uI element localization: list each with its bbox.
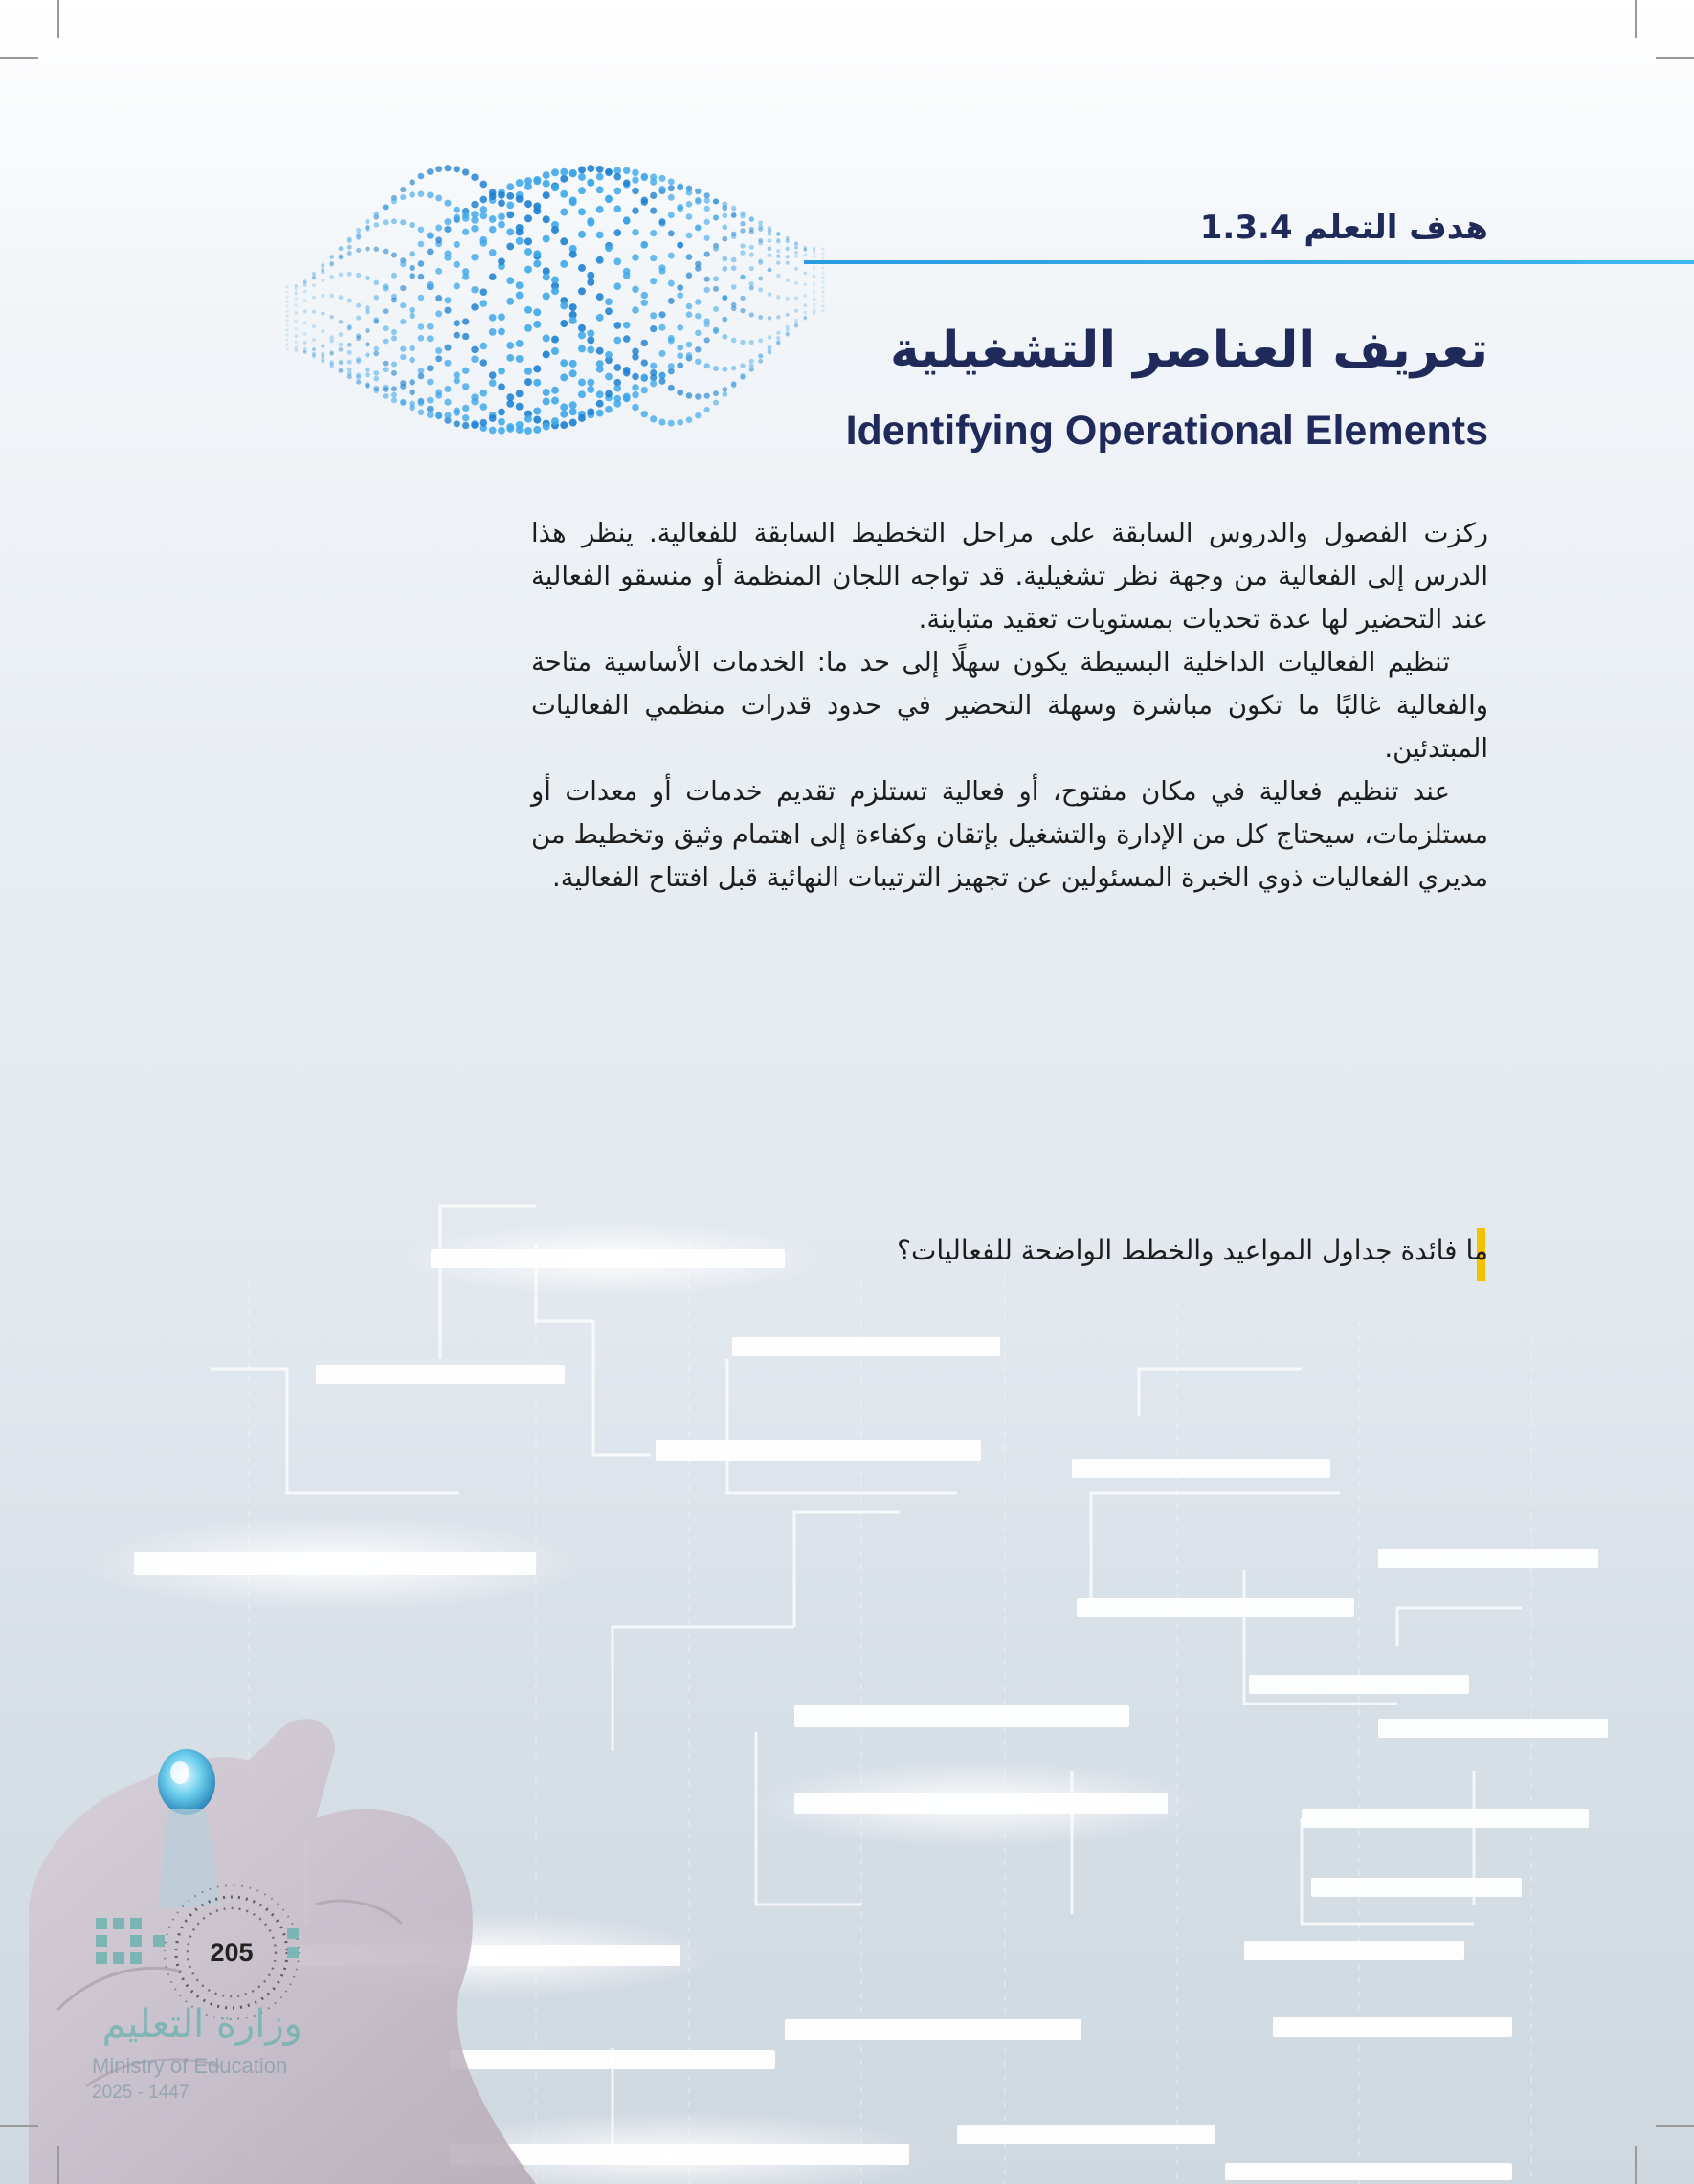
learning-objective-label: هدف التعلم 1.3.4 (1199, 209, 1488, 247)
objective-underline (804, 260, 1694, 264)
crop-mark (1656, 57, 1694, 59)
lesson-body (531, 512, 1488, 900)
crop-mark (0, 57, 38, 59)
crop-mark (0, 2125, 38, 2127)
ministry-logo-english: Ministry of Education (92, 2054, 288, 2078)
ministry-logo-year: 2025 - 1447 (92, 2083, 189, 2103)
page-number: 205 (210, 1938, 254, 1967)
ministry-logo-arabic: وزارة التعليم (101, 2002, 302, 2046)
paragraph: عند تنظيم فعالية في مكان مفتوح، أو فعالية تستلزم تقديم خدمات أو معدات أو مستلزمات، سيحتاج كل من الإدارة والتشغيل بإتقان وكفاءة إلى اهتمام وثيق وتخطيط من مديري الفعاليات ذوي الخبرة المسئولين عن تجهيز الترتيبات النهائية قبل افتتاح الفعالية. (531, 776, 1488, 893)
crop-mark (57, 2146, 59, 2184)
crop-mark (1635, 2146, 1637, 2184)
crop-mark (57, 0, 59, 38)
crop-mark (1656, 2125, 1694, 2127)
paragraph: تنظيم الفعاليات الداخلية البسيطة يكون سهلًا إلى حد ما: الخدمات الأساسية متاحة والفعالية غالبًا ما تكون مباشرة وسهلة التحضير في حدود قدرات منظمي الفعاليات المبتدئين. (531, 647, 1488, 764)
hand-with-pen-illustration (29, 1719, 536, 2184)
crop-mark (1635, 0, 1637, 38)
lesson-title-arabic: تعريف العناصر التشغيلية (890, 322, 1488, 379)
dotted-wave-decoration (285, 165, 824, 435)
paragraph: ركزت الفصول والدروس السابقة على مراحل التخطيط السابقة للفعالية. ينظر هذا الدرس إلى الفعالية من وجهة نظر تشغيلية. قد تواجه اللجان المنظمة أو منسقو الفعالية عند التحضير لها عدة تحديات بمستويات تعقيد متباينة. (531, 518, 1488, 635)
review-question: ما فائدة جداول المواعيد والخطط الواضحة للفعاليات؟ (897, 1235, 1488, 1266)
lesson-title-english: Identifying Operational Elements (845, 408, 1488, 454)
